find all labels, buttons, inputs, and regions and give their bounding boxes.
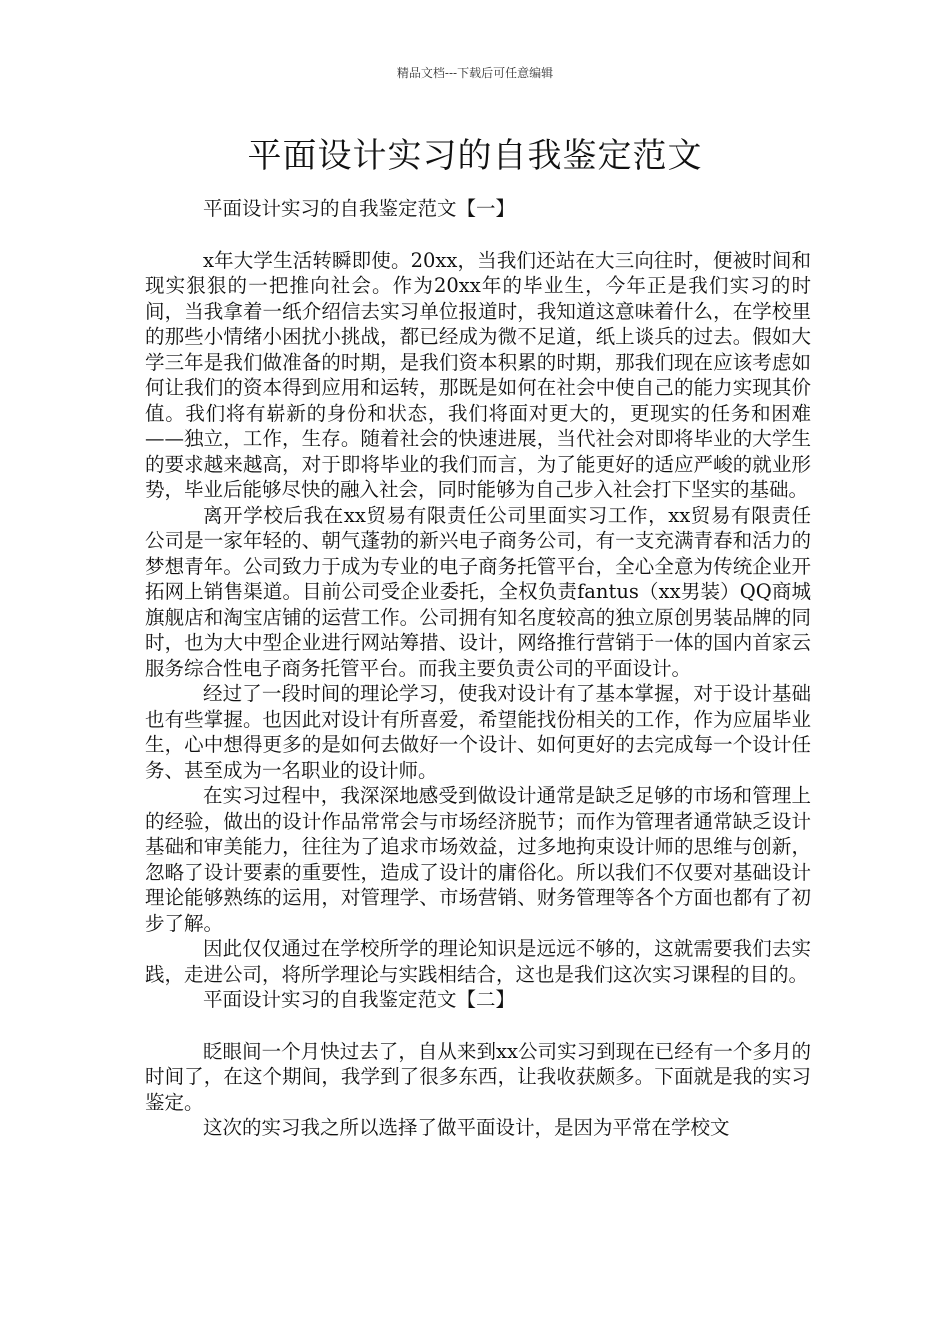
section-2-heading: 平面设计实习的自我鉴定范文【二】 xyxy=(203,988,516,1011)
paragraph: x年大学生活转瞬即使。20xx，当我们还站在大三向往时，便被时间和现实狠狠的一把推向社会。作为20xx年的毕业生，今年正是我们实习的时间，当我拿着一纸介绍信去实习单位报道时，我知道这意味着什么，在学校里的那些小情绪小困扰小挑战，都已经成为微不足道，纸上谈兵的过去。假如大学三年是我们做准备的时期，是我们资本积累的时期，那我们现在应该考虑如何让我们的资本得到应用和运转，那既是如何在社会中使自己的能力实现其价值。我们将有崭新的身份和状态，我们将面对更大的，更现实的任务和困难——独立，工作，生存。随着社会的快速进展，当代社会对即将毕业的大学生的要求越来越高，对于即将毕业的我们而言，为了能更好的适应严峻的就业形势，毕业后能够尽快的融入社会，同时能够为自己步入社会打下坚实的基础。 xyxy=(145,248,811,501)
spacer xyxy=(145,1013,811,1039)
paragraph: 这次的实习我之所以选择了做平面设计，是因为平常在学校文 xyxy=(203,1116,730,1139)
paragraph: 因此仅仅通过在学校所学的理论知识是远远不够的，这就需要我们去实践，走进公司，将所学理论与实践相结合，这也是我们这次实习课程的目的。 xyxy=(145,937,811,986)
document-body xyxy=(145,196,811,1141)
paragraph: 在实习过程中，我深深地感受到做设计通常是缺乏足够的市场和管理上的经验，做出的设计作品常常会与市场经济脱节；而作为管理者通常缺乏设计基础和审美能力，往往为了追求市场效益，过多地拘束设计师的思维与创新，忽略了设计要素的重要性，造成了设计的庸俗化。所以我们不仅要对基础设计理论能够熟练的运用，对管理学、市场营销、财务管理等各个方面也都有了初步了解。 xyxy=(145,784,811,935)
document-title: 平面设计实习的自我鉴定范文 xyxy=(247,136,703,176)
header-watermark: 精品文档---下载后可任意编辑 xyxy=(396,66,554,80)
paragraph: 离开学校后我在xx贸易有限责任公司里面实习工作，xx贸易有限责任公司是一家年轻的、朝气蓬勃的新兴电子商务公司，有一支充满青春和活力的梦想青年。公司致力于成为专业的电子商务托管平台，全心全意为传统企业开拓网上销售渠道。目前公司受企业委托，全权负责fantus（xx男装）QQ商城旗舰店和淘宝店铺的运营工作。公司拥有知名度较高的独立原创男装品牌的同时，也为大中型企业进行网站筹措、设计，网络推行营销于一体的国内首家云服务综合性电子商务托管平台。而我主要负责公司的平面设计。 xyxy=(145,503,811,680)
section-1-heading: 平面设计实习的自我鉴定范文【一】 xyxy=(203,197,516,220)
spacer xyxy=(145,222,811,248)
paragraph: 经过了一段时间的理论学习，使我对设计有了基本掌握，对于设计基础也有些掌握。也因此对设计有所喜爱，希望能找份相关的工作，作为应届毕业生，心中想得更多的是如何去做好一个设计、如何更好的去完成每一个设计任务、甚至成为一名职业的设计师。 xyxy=(145,682,811,782)
paragraph: 眨眼间一个月快过去了，自从来到xx公司实习到现在已经有一个多月的时间了，在这个期间，我学到了很多东西，让我收获颇多。下面就是我的实习鉴定。 xyxy=(145,1039,811,1114)
